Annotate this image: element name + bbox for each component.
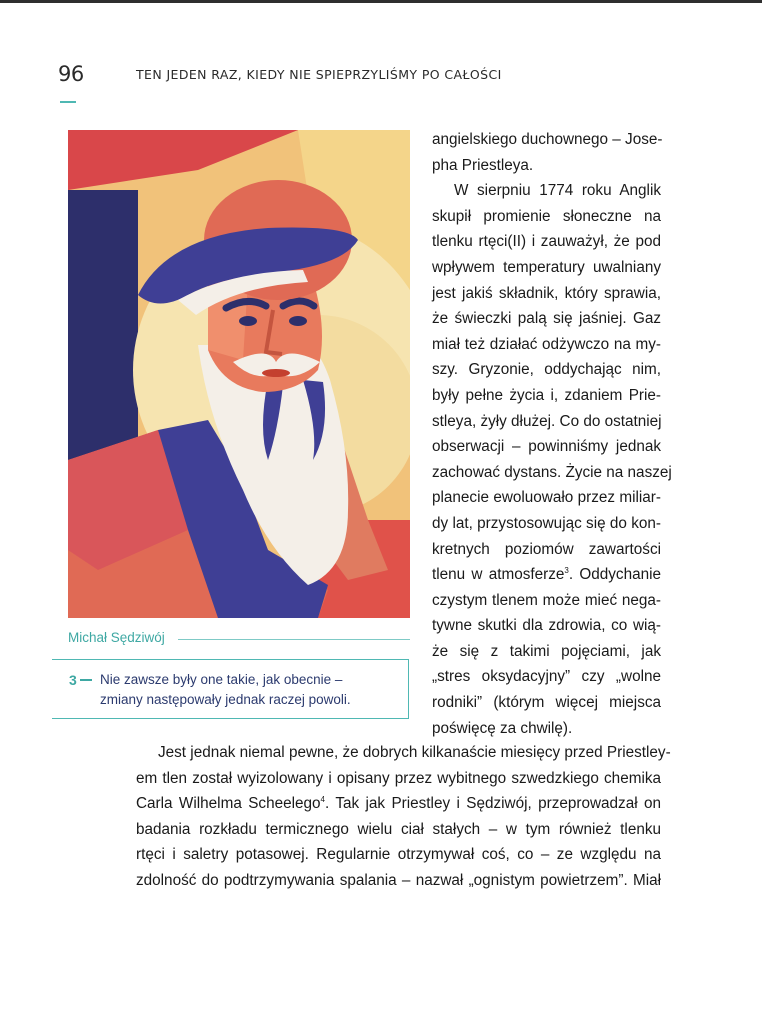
text-line: badania rozkładu termicznego wielu ciał stałych – w tym również tlenku xyxy=(136,820,661,838)
text-line: szy. Gryzonie, oddychając nim, xyxy=(432,361,661,379)
footnote-dash xyxy=(80,679,92,681)
text-line: Jest jednak niemal pewne, że dobrych kilkanaście miesięcy przed Priestley- xyxy=(158,744,671,761)
text-line: pha Priestleya. xyxy=(432,156,534,174)
text-line: tlenku rtęci(II) i zauważył, że pod xyxy=(432,233,661,251)
text-line: skupił promienie słoneczne na xyxy=(432,207,661,225)
portrait-illustration xyxy=(68,130,410,618)
text-line: rodniki” (którym więcej miejsca xyxy=(432,694,661,712)
footnote-ref: 4 xyxy=(320,795,325,805)
text-line: obserwacji – powinniśmy jednak xyxy=(432,438,661,456)
top-border xyxy=(0,0,762,3)
text-line: angielskiego duchownego – Jose- xyxy=(432,131,663,148)
caption-rule xyxy=(178,639,410,640)
text-line: planecie ewoluowało przez miliar- xyxy=(432,489,661,507)
text-line-with-footnote xyxy=(432,562,661,588)
text-line: em tlen został wyizolowany i opisany przez wybitnego szwedzkiego chemika xyxy=(136,769,661,787)
text-line: że się z takimi pojęciami, jak xyxy=(432,642,661,660)
text-line: W sierpniu 1774 roku Anglik xyxy=(454,182,661,200)
footnote-line: Nie zawsze były one takie, jak obecnie – xyxy=(100,672,343,687)
text-line: „stres oksydacyjny” czy „wolne xyxy=(432,668,661,686)
bottom-paragraph xyxy=(136,740,671,894)
text-fragment: . Tak jak Priestley i Sędziwój, przeprowadzał on xyxy=(324,795,661,813)
figure-caption: Michał Sędziwój xyxy=(68,630,165,645)
text-line: dy lat, przystosowując się do kon- xyxy=(432,514,661,532)
text-line: wpływem temperatury uwalniany xyxy=(432,258,661,276)
text-line: miał też działać odżywczo na my- xyxy=(432,335,661,353)
footnote-text xyxy=(100,670,400,710)
footnote-number: 3 xyxy=(69,672,77,688)
text-line: kretnych poziomów zawartości xyxy=(432,540,661,558)
text-line: stleya, żyły dłużej. Co do ostatniej xyxy=(432,412,662,430)
text-fragment: . Oddychanie xyxy=(568,566,662,584)
text-line: rtęci i saletry potasowej. Regularnie otrzymywał coś, co – ze względu na xyxy=(136,846,661,864)
text-line: że świeczki palą się jaśniej. Gaz xyxy=(432,310,661,328)
page-number: 96 xyxy=(58,62,84,86)
text-line: czystym tlenem może mieć nega- xyxy=(432,591,661,609)
text-line: zachować dystans. Życie na naszej xyxy=(432,463,672,481)
text-line: były pełne życia i, zdaniem Prie- xyxy=(432,386,661,404)
footnote-line: zmiany następowały jednak raczej powoli. xyxy=(100,692,351,707)
text-fragment: Carla Wilhelma Scheelego xyxy=(136,795,321,813)
text-line: zdolność do podtrzymywania spalania – nazwał „ognistym powietrzem”. Miał xyxy=(136,871,661,889)
text-line: poświęcę za chwilę). xyxy=(432,719,573,737)
page-number-rule xyxy=(60,101,76,103)
text-line-with-footnote xyxy=(136,791,661,817)
text-line: tywne skutki dla zdrowia, co wią- xyxy=(432,617,661,635)
text-fragment: tlenu w atmosferze xyxy=(432,566,565,584)
footnote-ref: 3 xyxy=(564,566,569,575)
running-title: TEN JEDEN RAZ, KIEDY NIE SPIEPRZYLIŚMY PO CAŁOŚCI xyxy=(136,67,502,82)
right-column-text xyxy=(432,127,672,741)
text-line: jest jakiś składnik, który sprawia, xyxy=(432,284,661,302)
